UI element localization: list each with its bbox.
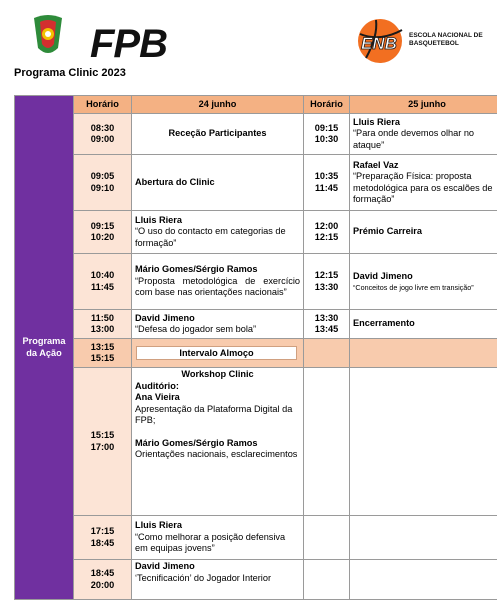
speaker-name: Lluis Riera — [353, 116, 400, 127]
speaker-name: Lluis Riera — [135, 520, 182, 531]
enb-logo — [356, 16, 496, 66]
session-title: “Conceitos de jogo livre em transição” — [353, 282, 474, 292]
time-cell: 13:15 15:15 — [74, 339, 132, 368]
session-title: “Como melhorar a posição defensiva em equipas jovens” — [135, 531, 286, 554]
session-title: Apresentação da Plataforma Digital da FPB; — [135, 403, 293, 425]
speaker-name: David Jimeno — [135, 312, 195, 323]
empty-cell — [350, 516, 497, 560]
lunch-label: Intervalo Almoço — [136, 346, 297, 360]
session-cell — [350, 114, 497, 155]
empty-cell — [304, 339, 350, 368]
session-title: “Preparação Física: proposta metodológica para os escalões de formação” — [353, 171, 493, 204]
day2-header: 25 junho — [350, 96, 497, 114]
basketball-icon — [356, 16, 408, 66]
session-cell — [132, 368, 304, 516]
session-cell: Receção Participantes — [132, 114, 304, 155]
col-horario-1: Horário — [74, 96, 132, 114]
empty-cell — [304, 560, 350, 600]
session-cell — [350, 155, 497, 211]
col-horario-2: Horário — [304, 96, 350, 114]
session-cell — [132, 310, 304, 339]
time-cell: 11:50 13:00 — [74, 310, 132, 339]
session-cell: Abertura do Clinic — [132, 155, 304, 211]
speaker-name: Mário Gomes/Sérgio Ramos — [135, 264, 258, 275]
empty-cell — [350, 560, 497, 600]
speaker-name: David Jimeno — [353, 271, 413, 282]
session-title: “Proposta metodológica de exercício com base nas orientações nacionais” — [135, 275, 300, 298]
empty-cell — [304, 368, 350, 516]
session-cell — [132, 516, 304, 560]
time-cell: 09:15 10:20 — [74, 211, 132, 254]
session-title: “Defesa do jogador sem bola” — [135, 324, 257, 334]
session-title: Orientações nacionais, esclarecimentos — [135, 449, 298, 459]
empty-cell — [350, 339, 497, 368]
fpb-logo — [28, 12, 167, 66]
fpb-emblem-icon — [28, 12, 68, 60]
speaker-name: Mário Gomes/Sérgio Ramos — [135, 437, 258, 448]
empty-cell — [304, 516, 350, 560]
workshop-venue: Auditório: — [135, 380, 179, 391]
table-row — [15, 516, 497, 560]
page-header — [0, 0, 497, 95]
time-cell: 13:30 13:45 — [304, 310, 350, 339]
time-cell: 10:40 11:45 — [74, 254, 132, 310]
time-cell: 08:30 09:00 — [74, 114, 132, 155]
workshop-title: Workshop Clinic — [181, 369, 254, 379]
time-cell: 12:15 13:30 — [304, 254, 350, 310]
time-cell: 09:15 10:30 — [304, 114, 350, 155]
session-title: ‘Tecnificación’ do Jogador Interior — [135, 572, 272, 583]
speaker-name: Rafael Vaz — [353, 159, 399, 170]
empty-cell — [350, 368, 497, 516]
speaker-name: David Jimeno — [135, 561, 195, 571]
speaker-name: Lluis Riera — [135, 214, 182, 225]
session-cell — [132, 254, 304, 310]
time-cell: 09:05 09:10 — [74, 155, 132, 211]
session-title: “Para onde devemos olhar no ataque” — [353, 128, 475, 150]
time-cell: 17:15 18:45 — [74, 516, 132, 560]
session-cell — [132, 560, 304, 600]
time-cell: 15:15 17:00 — [74, 368, 132, 516]
table-row — [15, 560, 497, 600]
fpb-logo-text: FPB — [90, 22, 167, 66]
table-row — [15, 368, 497, 516]
time-cell: 18:45 20:00 — [74, 560, 132, 600]
table-row — [15, 310, 497, 339]
session-cell — [132, 211, 304, 254]
schedule-table — [14, 95, 497, 600]
session-cell: Prémio Carreira — [350, 211, 497, 254]
speaker-name: Ana Vieira — [135, 392, 180, 402]
table-row — [15, 254, 497, 310]
side-label: Programa da Ação — [15, 96, 74, 600]
session-cell — [132, 339, 304, 368]
session-cell: Encerramento — [350, 310, 497, 339]
session-title: “O uso do contacto em categorias de formação” — [135, 226, 286, 248]
table-row — [15, 339, 497, 368]
day1-header: 24 junho — [132, 96, 304, 114]
session-cell — [350, 254, 497, 310]
page-title: Programa Clinic 2023 — [14, 67, 126, 79]
table-row — [15, 114, 497, 155]
table-row — [15, 155, 497, 211]
svg-text:ENB: ENB — [361, 34, 397, 53]
enb-name: ESCOLA NACIONAL DE BASQUETEBOL — [409, 32, 483, 47]
time-cell: 10:35 11:45 — [304, 155, 350, 211]
table-row — [15, 211, 497, 254]
time-cell: 12:00 12:15 — [304, 211, 350, 254]
